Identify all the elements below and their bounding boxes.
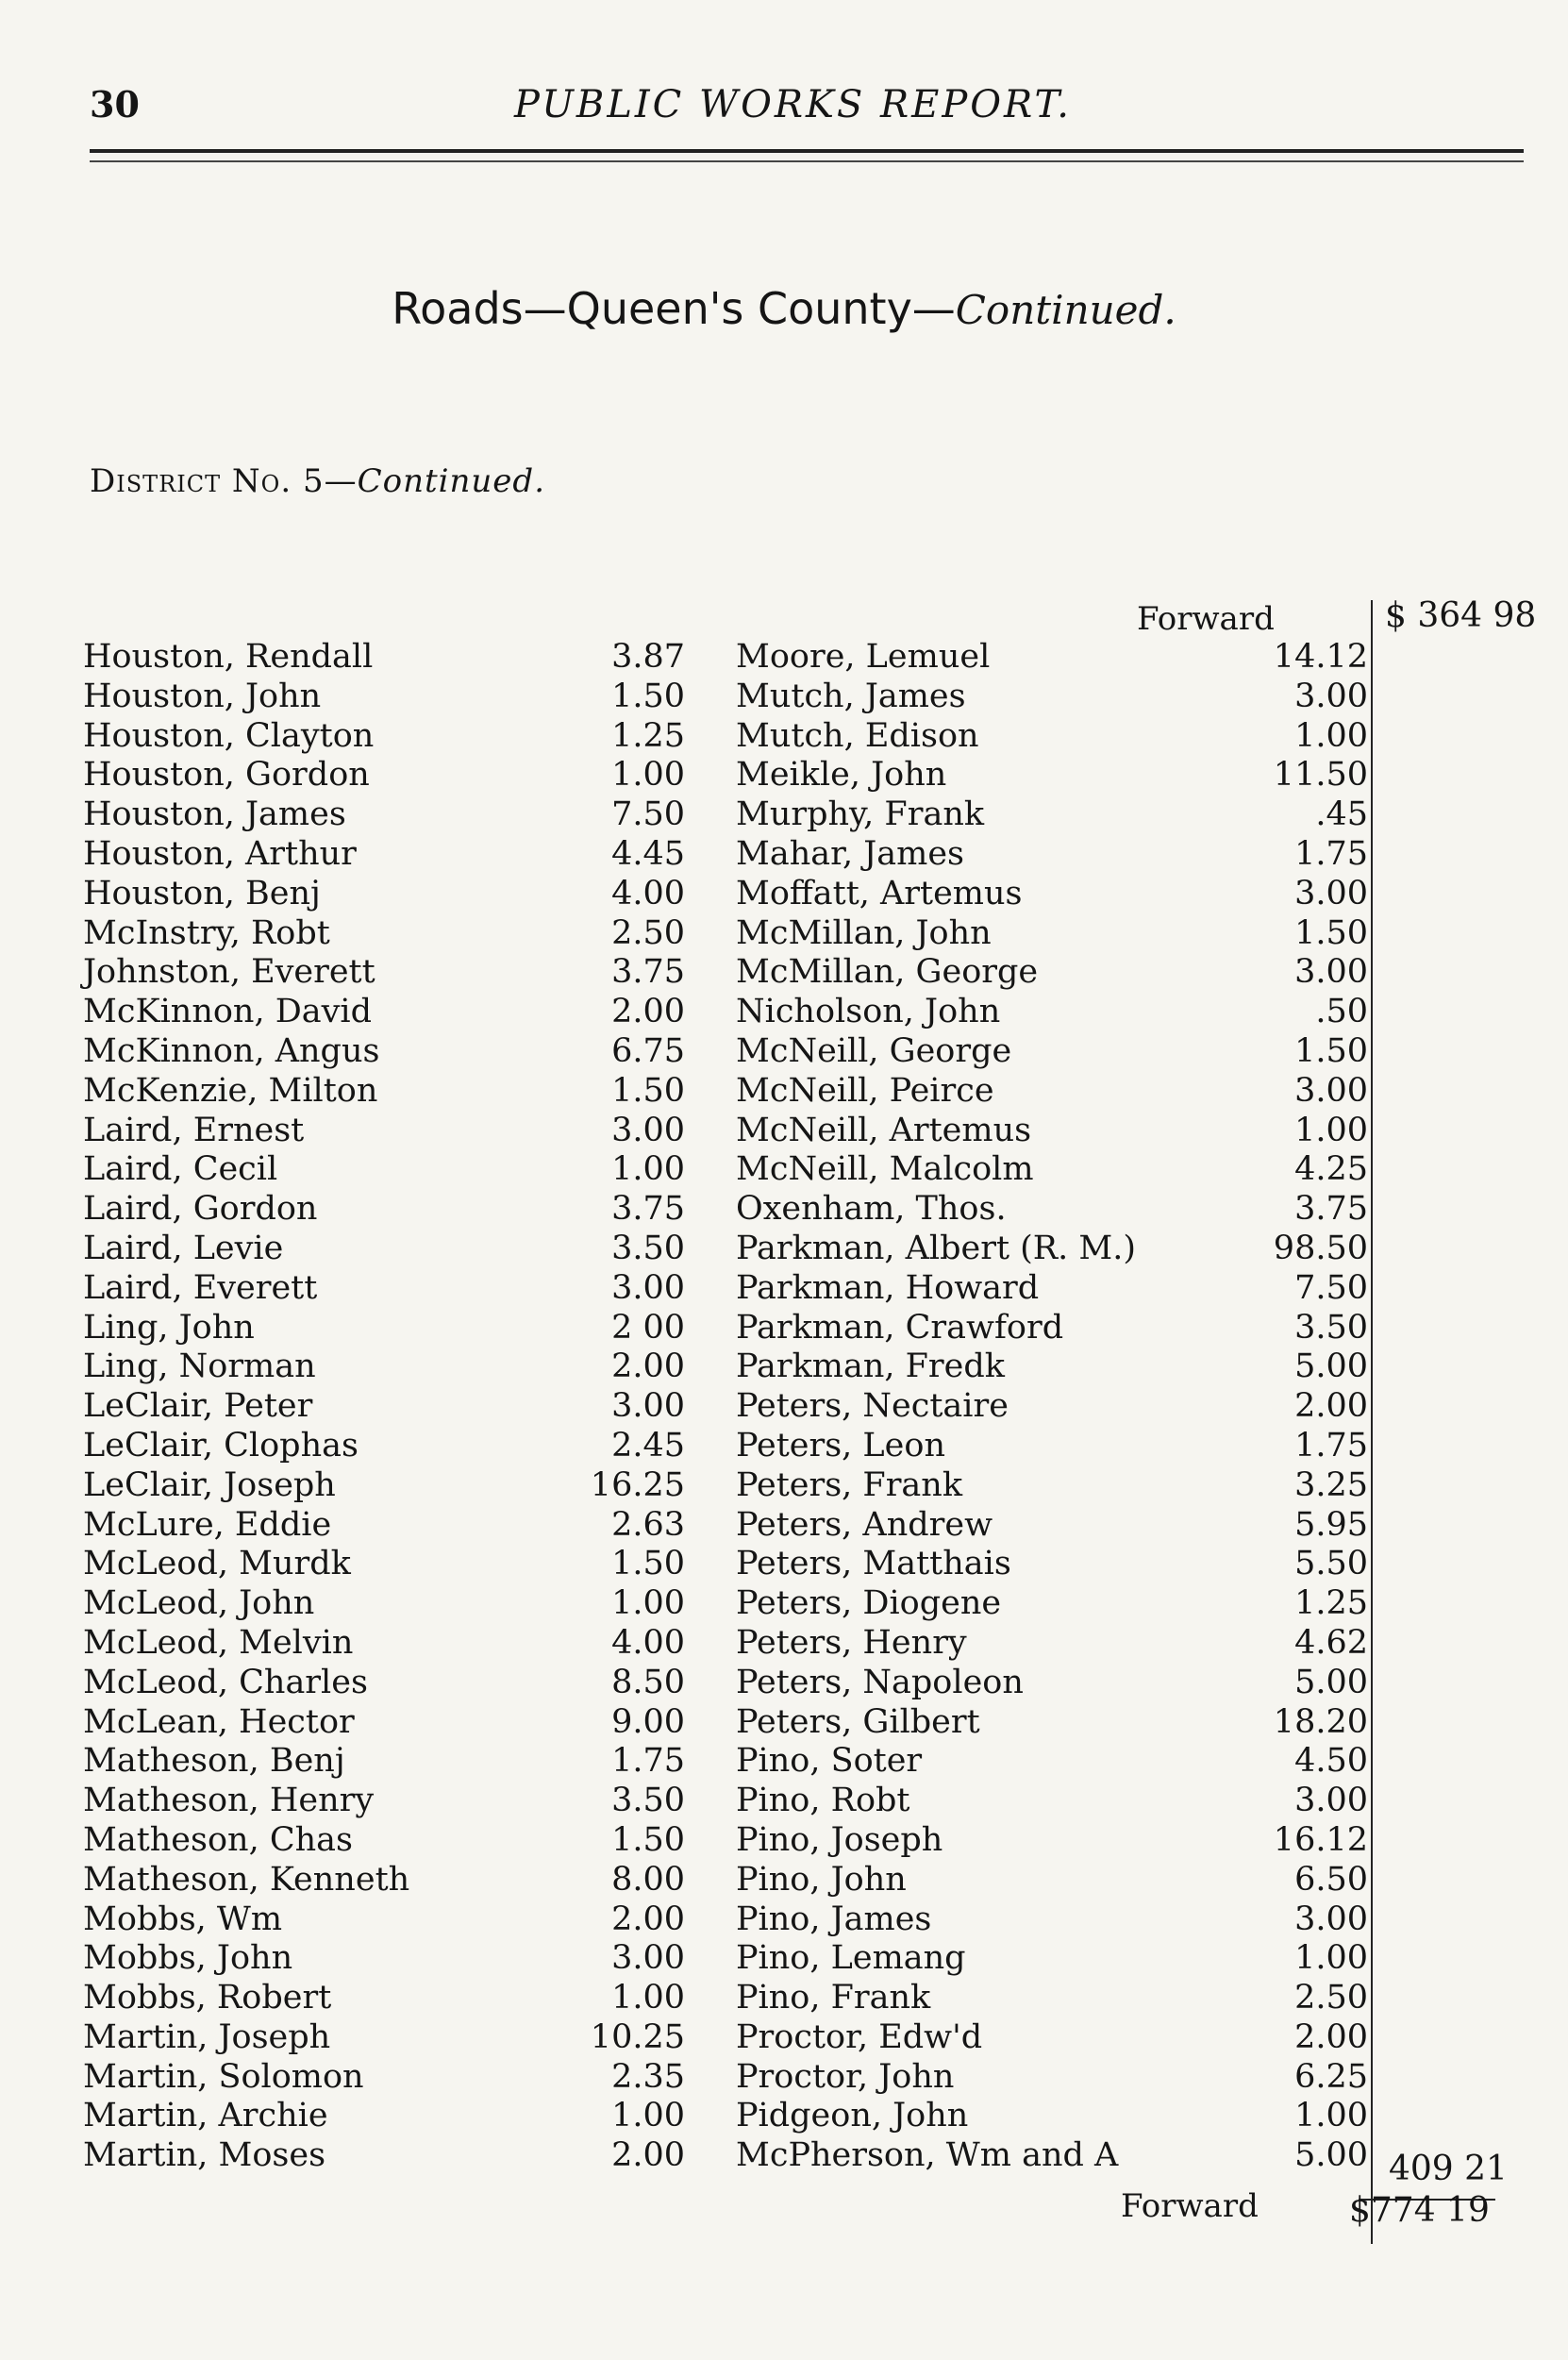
payee-name: Houston, Gordon [83, 756, 370, 795]
payee-name: Mahar, James [736, 834, 965, 873]
ledger-row [83, 2136, 696, 2176]
ledger-row [83, 1269, 696, 1309]
payment-amount: 5.00 [1294, 1663, 1368, 1701]
payment-amount: 2.45 [611, 1426, 685, 1465]
payee-name: Pidgeon, John [736, 2097, 969, 2135]
ledger-row [736, 756, 1368, 795]
payee-name: Houston, Clayton [83, 716, 375, 755]
district-heading [90, 462, 545, 500]
payee-name: Martin, Moses [83, 2136, 326, 2175]
ledger-row [736, 795, 1368, 835]
payment-amount: 4.00 [611, 1623, 685, 1662]
ledger-row [83, 1742, 696, 1782]
payment-amount: 3.75 [611, 953, 685, 992]
payment-amount: 3.00 [611, 1387, 685, 1426]
payee-name: Mobbs, Robert [83, 1979, 332, 2017]
payment-amount: 1.50 [1294, 1031, 1368, 1070]
payee-name: Proctor, Edw'd [736, 2017, 983, 2056]
ledger-row [83, 1072, 696, 1112]
ledger-row [83, 1900, 696, 1940]
district-label: District No. 5— [90, 462, 358, 500]
payment-amount: 3.75 [611, 1190, 685, 1229]
payment-amount: 1.75 [611, 1742, 685, 1781]
subtotal-amount: 409 21 [1389, 2150, 1508, 2188]
section-title [0, 283, 1568, 334]
ledger-row [83, 1821, 696, 1861]
ledger-row [83, 2018, 696, 2058]
payee-name: LeClair, Peter [83, 1387, 313, 1426]
payee-name: McNeill, Artemus [736, 1111, 1032, 1149]
ledger-row [83, 914, 696, 954]
payee-name: Peters, Leon [736, 1426, 945, 1465]
payment-amount: 2.50 [611, 913, 685, 952]
payment-amount: 1.00 [1294, 2097, 1368, 2135]
payment-amount: 3.00 [1294, 1900, 1368, 1938]
payment-amount: 1.75 [1294, 1426, 1368, 1465]
payment-amount: 1.50 [611, 1071, 685, 1110]
payment-amount: 8.00 [611, 1860, 685, 1899]
payee-name: McLeod, John [83, 1584, 315, 1623]
payee-name: Parkman, Albert (R. M.) [736, 1229, 1137, 1267]
ledger-row [736, 1112, 1368, 1151]
ledger-row [736, 717, 1368, 757]
forward-top-label: Forward [1137, 600, 1275, 638]
ledger-row [83, 1112, 696, 1151]
payee-name: Houston, John [83, 677, 322, 715]
payee-name: Moffatt, Artemus [736, 874, 1023, 912]
ledger-row [736, 678, 1368, 717]
payee-name: Ling, Norman [83, 1347, 316, 1386]
ledger-row [736, 2018, 1368, 2058]
payee-name: LeClair, Joseph [83, 1465, 336, 1504]
payment-amount: 3.50 [1294, 1308, 1368, 1347]
ledger-row [83, 1032, 696, 1072]
ledger-row [83, 1427, 696, 1466]
payee-name: Ling, John [83, 1308, 255, 1347]
payee-name: Laird, Ernest [83, 1111, 305, 1149]
payee-name: Pino, Frank [736, 1979, 931, 2017]
payment-amount: 2.35 [611, 2057, 685, 2096]
payee-name: McNeill, Peirce [736, 1071, 994, 1110]
payee-name: McLeod, Charles [83, 1663, 368, 1701]
payment-amount: 2.63 [611, 1505, 685, 1544]
payment-amount: 2.00 [611, 1347, 685, 1386]
payment-amount: 2.50 [1294, 1979, 1368, 2017]
ledger-row [83, 1861, 696, 1900]
payment-amount: 6.75 [611, 1031, 685, 1070]
payment-amount: 16.12 [1273, 1820, 1368, 1859]
ledger-row [736, 914, 1368, 954]
ledger-row [736, 1979, 1368, 2018]
ledger-row [736, 875, 1368, 914]
payee-name: Parkman, Howard [736, 1268, 1040, 1307]
ledger-row [736, 1861, 1368, 1900]
payee-name: Martin, Archie [83, 2097, 328, 2135]
forward-bottom-amount: $774 19 [1349, 2191, 1490, 2230]
payment-amount: 14.12 [1273, 638, 1368, 676]
payee-name: Mutch, James [736, 677, 966, 715]
payment-amount: 6.50 [1294, 1860, 1368, 1899]
payee-name: Houston, Benj [83, 874, 321, 912]
payment-amount: 1.00 [611, 1979, 685, 2017]
payment-amount: 4.62 [1294, 1623, 1368, 1662]
left-column [83, 638, 696, 2176]
payee-name: McMillan, John [736, 913, 992, 952]
payment-amount: 3.87 [611, 638, 685, 676]
payee-name: Peters, Frank [736, 1465, 963, 1504]
ledger-row [736, 2058, 1368, 2098]
payment-amount: 9.00 [611, 1702, 685, 1741]
payment-amount: 3.00 [611, 1111, 685, 1149]
ledger-row [83, 1703, 696, 1743]
payee-name: Matheson, Henry [83, 1782, 375, 1820]
ledger-row [83, 1979, 696, 2018]
payee-name: Nicholson, John [736, 993, 1001, 1031]
payee-name: McMillan, George [736, 953, 1039, 992]
ledger-row [83, 795, 696, 835]
payee-name: Pino, Soter [736, 1742, 923, 1781]
ledger-row [83, 756, 696, 795]
forward-top-amount: $ 364 98 [1385, 596, 1537, 635]
forward-bottom-label: Forward [1121, 2187, 1259, 2225]
payment-amount: 1.00 [611, 1584, 685, 1623]
ledger-row [736, 1782, 1368, 1821]
payee-name: McLeod, Murdk [83, 1545, 351, 1583]
payee-name: Proctor, John [736, 2057, 955, 2096]
payment-amount: 3.00 [1294, 874, 1368, 912]
payment-amount: 1.75 [1294, 834, 1368, 873]
ledger-row [83, 1939, 696, 1979]
payee-name: Laird, Everett [83, 1268, 318, 1307]
payee-name: McLean, Hector [83, 1702, 355, 1741]
ledger-row [736, 2136, 1368, 2176]
payment-amount: 3.00 [1294, 1071, 1368, 1110]
payee-name: McKenzie, Milton [83, 1071, 378, 1110]
payee-name: Mobbs, Wm [83, 1900, 283, 1938]
payee-name: Meikle, John [736, 756, 947, 795]
ledger-row [83, 1545, 696, 1584]
column-rule [1371, 600, 1373, 2244]
page-number: 30 [90, 83, 140, 126]
ledger-row [83, 1230, 696, 1269]
payee-name: Matheson, Kenneth [83, 1860, 410, 1899]
payee-name: Matheson, Chas [83, 1820, 353, 1859]
ledger-row [736, 1664, 1368, 1703]
ledger-row [736, 1900, 1368, 1940]
payee-name: McNeill, Malcolm [736, 1150, 1034, 1189]
payee-name: Parkman, Crawford [736, 1308, 1064, 1347]
payment-amount: 2.00 [611, 993, 685, 1031]
payment-amount: 6.25 [1294, 2057, 1368, 2096]
payment-amount: 11.50 [1273, 756, 1368, 795]
payee-name: Pino, Robt [736, 1782, 910, 1820]
page-header [90, 83, 1524, 140]
ledger-row [736, 1466, 1368, 1506]
ledger-row [736, 1427, 1368, 1466]
payee-name: McPherson, Wm and A [736, 2136, 1119, 2175]
payment-amount: 1.25 [611, 716, 685, 755]
ledger-row [736, 1072, 1368, 1112]
ledger-row [83, 1664, 696, 1703]
payee-name: Pino, James [736, 1900, 932, 1938]
payment-amount: 10.25 [590, 2017, 685, 2056]
payee-name: Peters, Gilbert [736, 1702, 980, 1741]
ledger-row [736, 1230, 1368, 1269]
payee-name: McKinnon, David [83, 993, 373, 1031]
payee-name: Pino, Joseph [736, 1820, 943, 1859]
payee-name: McKinnon, Angus [83, 1031, 380, 1070]
section-title-main: Roads—Queen's County— [392, 283, 956, 334]
payee-name: Oxenham, Thos. [736, 1190, 1007, 1229]
ledger-row [736, 1190, 1368, 1230]
ledger-row [736, 1545, 1368, 1584]
payment-amount: 3.00 [1294, 677, 1368, 715]
ledger-row [736, 993, 1368, 1032]
payment-amount: 1.50 [611, 677, 685, 715]
payment-amount: 7.50 [611, 795, 685, 834]
payment-amount: .50 [1315, 993, 1368, 1031]
ledger-row [83, 953, 696, 993]
ledger-row [736, 1269, 1368, 1309]
ledger-row [83, 875, 696, 914]
payee-name: Moore, Lemuel [736, 638, 991, 676]
payee-name: Pino, John [736, 1860, 907, 1899]
payee-name: Peters, Andrew [736, 1505, 993, 1544]
payee-name: Mobbs, John [83, 1939, 293, 1978]
ledger-row [736, 2097, 1368, 2136]
section-title-continued: Continued. [955, 287, 1176, 333]
ledger-row [83, 1190, 696, 1230]
ledger-row [83, 638, 696, 678]
payee-name: Johnston, Everett [83, 953, 375, 992]
payee-name: Laird, Gordon [83, 1190, 318, 1229]
ledger-row [83, 678, 696, 717]
payee-name: Peters, Nectaire [736, 1387, 1009, 1426]
ledger-row [83, 835, 696, 875]
payee-name: Mutch, Edison [736, 716, 979, 755]
payment-amount: 3.50 [611, 1782, 685, 1820]
payee-name: Peters, Henry [736, 1623, 967, 1662]
payee-name: McInstry, Robt [83, 913, 330, 952]
ledger-row [736, 1939, 1368, 1979]
payment-amount: 1.00 [611, 1150, 685, 1189]
payee-name: Pino, Lemang [736, 1939, 966, 1978]
ledger-row [736, 1150, 1368, 1190]
ledger-row [736, 1032, 1368, 1072]
payee-name: Laird, Levie [83, 1229, 284, 1267]
payee-name: McLeod, Melvin [83, 1623, 354, 1662]
payment-amount: 2.00 [1294, 2017, 1368, 2056]
ledger-row [83, 1347, 696, 1387]
payment-amount: 1.00 [1294, 1939, 1368, 1978]
payment-amount: 2.00 [1294, 1387, 1368, 1426]
payment-amount: 3.00 [611, 1268, 685, 1307]
payee-name: Houston, Arthur [83, 834, 357, 873]
payee-name: Matheson, Benj [83, 1742, 345, 1781]
ledger-row [736, 1703, 1368, 1743]
district-continued: Continued. [357, 462, 546, 500]
payment-amount: 5.00 [1294, 1347, 1368, 1386]
payment-amount: .45 [1315, 795, 1368, 834]
payee-name: Peters, Napoleon [736, 1663, 1024, 1701]
ledger-row [83, 1309, 696, 1348]
payment-amount: 2.00 [611, 2136, 685, 2175]
payment-amount: 3.75 [1294, 1190, 1368, 1229]
payment-amount: 18.20 [1273, 1702, 1368, 1741]
payment-amount: 98.50 [1273, 1229, 1368, 1267]
payment-amount: 1.50 [1294, 913, 1368, 952]
payment-amount: 1.50 [611, 1545, 685, 1583]
ledger-row [83, 717, 696, 757]
payment-amount: 7.50 [1294, 1268, 1368, 1307]
header-rule [90, 149, 1524, 153]
ledger-row [83, 2097, 696, 2136]
payee-name: Laird, Cecil [83, 1150, 278, 1189]
ledger-row [83, 1506, 696, 1546]
payment-amount: 3.25 [1294, 1465, 1368, 1504]
payment-amount: 5.50 [1294, 1545, 1368, 1583]
payment-amount: 5.00 [1294, 2136, 1368, 2175]
payment-amount: 3.50 [611, 1229, 685, 1267]
payee-name: Houston, James [83, 795, 346, 834]
payment-amount: 2.00 [611, 1900, 685, 1938]
ledger-row [736, 1347, 1368, 1387]
ledger-row [736, 953, 1368, 993]
payment-amount: 1.00 [1294, 716, 1368, 755]
payment-amount: 4.50 [1294, 1742, 1368, 1781]
ledger-row [736, 1309, 1368, 1348]
ledger-row [736, 835, 1368, 875]
payee-name: Peters, Matthais [736, 1545, 1011, 1583]
payee-name: Houston, Rendall [83, 638, 374, 676]
ledger-row [736, 1584, 1368, 1624]
payee-name: McLure, Eddie [83, 1505, 332, 1544]
payee-name: Martin, Joseph [83, 2017, 331, 2056]
payee-name: McNeill, George [736, 1031, 1012, 1070]
payment-amount: 4.00 [611, 874, 685, 912]
payment-amount: 3.00 [611, 1939, 685, 1978]
payee-name: LeClair, Clophas [83, 1426, 359, 1465]
ledger-row [83, 1387, 696, 1427]
ledger-row [736, 1387, 1368, 1427]
payee-name: Peters, Diogene [736, 1584, 1002, 1623]
payment-amount: 2 00 [611, 1308, 685, 1347]
payment-amount: 1.50 [611, 1820, 685, 1859]
ledger-row [83, 1584, 696, 1624]
payment-amount: 1.00 [1294, 1111, 1368, 1149]
payment-amount: 1.00 [611, 756, 685, 795]
payment-amount: 5.95 [1294, 1505, 1368, 1544]
payee-name: Martin, Solomon [83, 2057, 364, 2096]
ledger-row [736, 638, 1368, 678]
payment-amount: 4.25 [1294, 1150, 1368, 1189]
ledger-row [83, 1466, 696, 1506]
ledger-row [736, 1821, 1368, 1861]
right-column [736, 638, 1368, 2176]
ledger-row [83, 1624, 696, 1664]
ledger-row [83, 1782, 696, 1821]
ledger-row [83, 2058, 696, 2098]
ledger-row [83, 993, 696, 1032]
payment-amount: 16.25 [590, 1465, 685, 1504]
payment-amount: 4.45 [611, 834, 685, 873]
ledger-row [736, 1624, 1368, 1664]
payment-amount: 3.00 [1294, 953, 1368, 992]
ledger-row [736, 1506, 1368, 1546]
payee-name: Murphy, Frank [736, 795, 985, 834]
payment-amount: 1.00 [611, 2097, 685, 2135]
running-title: PUBLIC WORKS REPORT. [514, 83, 1072, 126]
payment-amount: 3.00 [1294, 1782, 1368, 1820]
ledger-row [83, 1150, 696, 1190]
payee-name: Parkman, Fredk [736, 1347, 1005, 1386]
header-rule-thin [90, 160, 1524, 162]
payment-amount: 8.50 [611, 1663, 685, 1701]
ledger-row [736, 1742, 1368, 1782]
payment-amount: 1.25 [1294, 1584, 1368, 1623]
